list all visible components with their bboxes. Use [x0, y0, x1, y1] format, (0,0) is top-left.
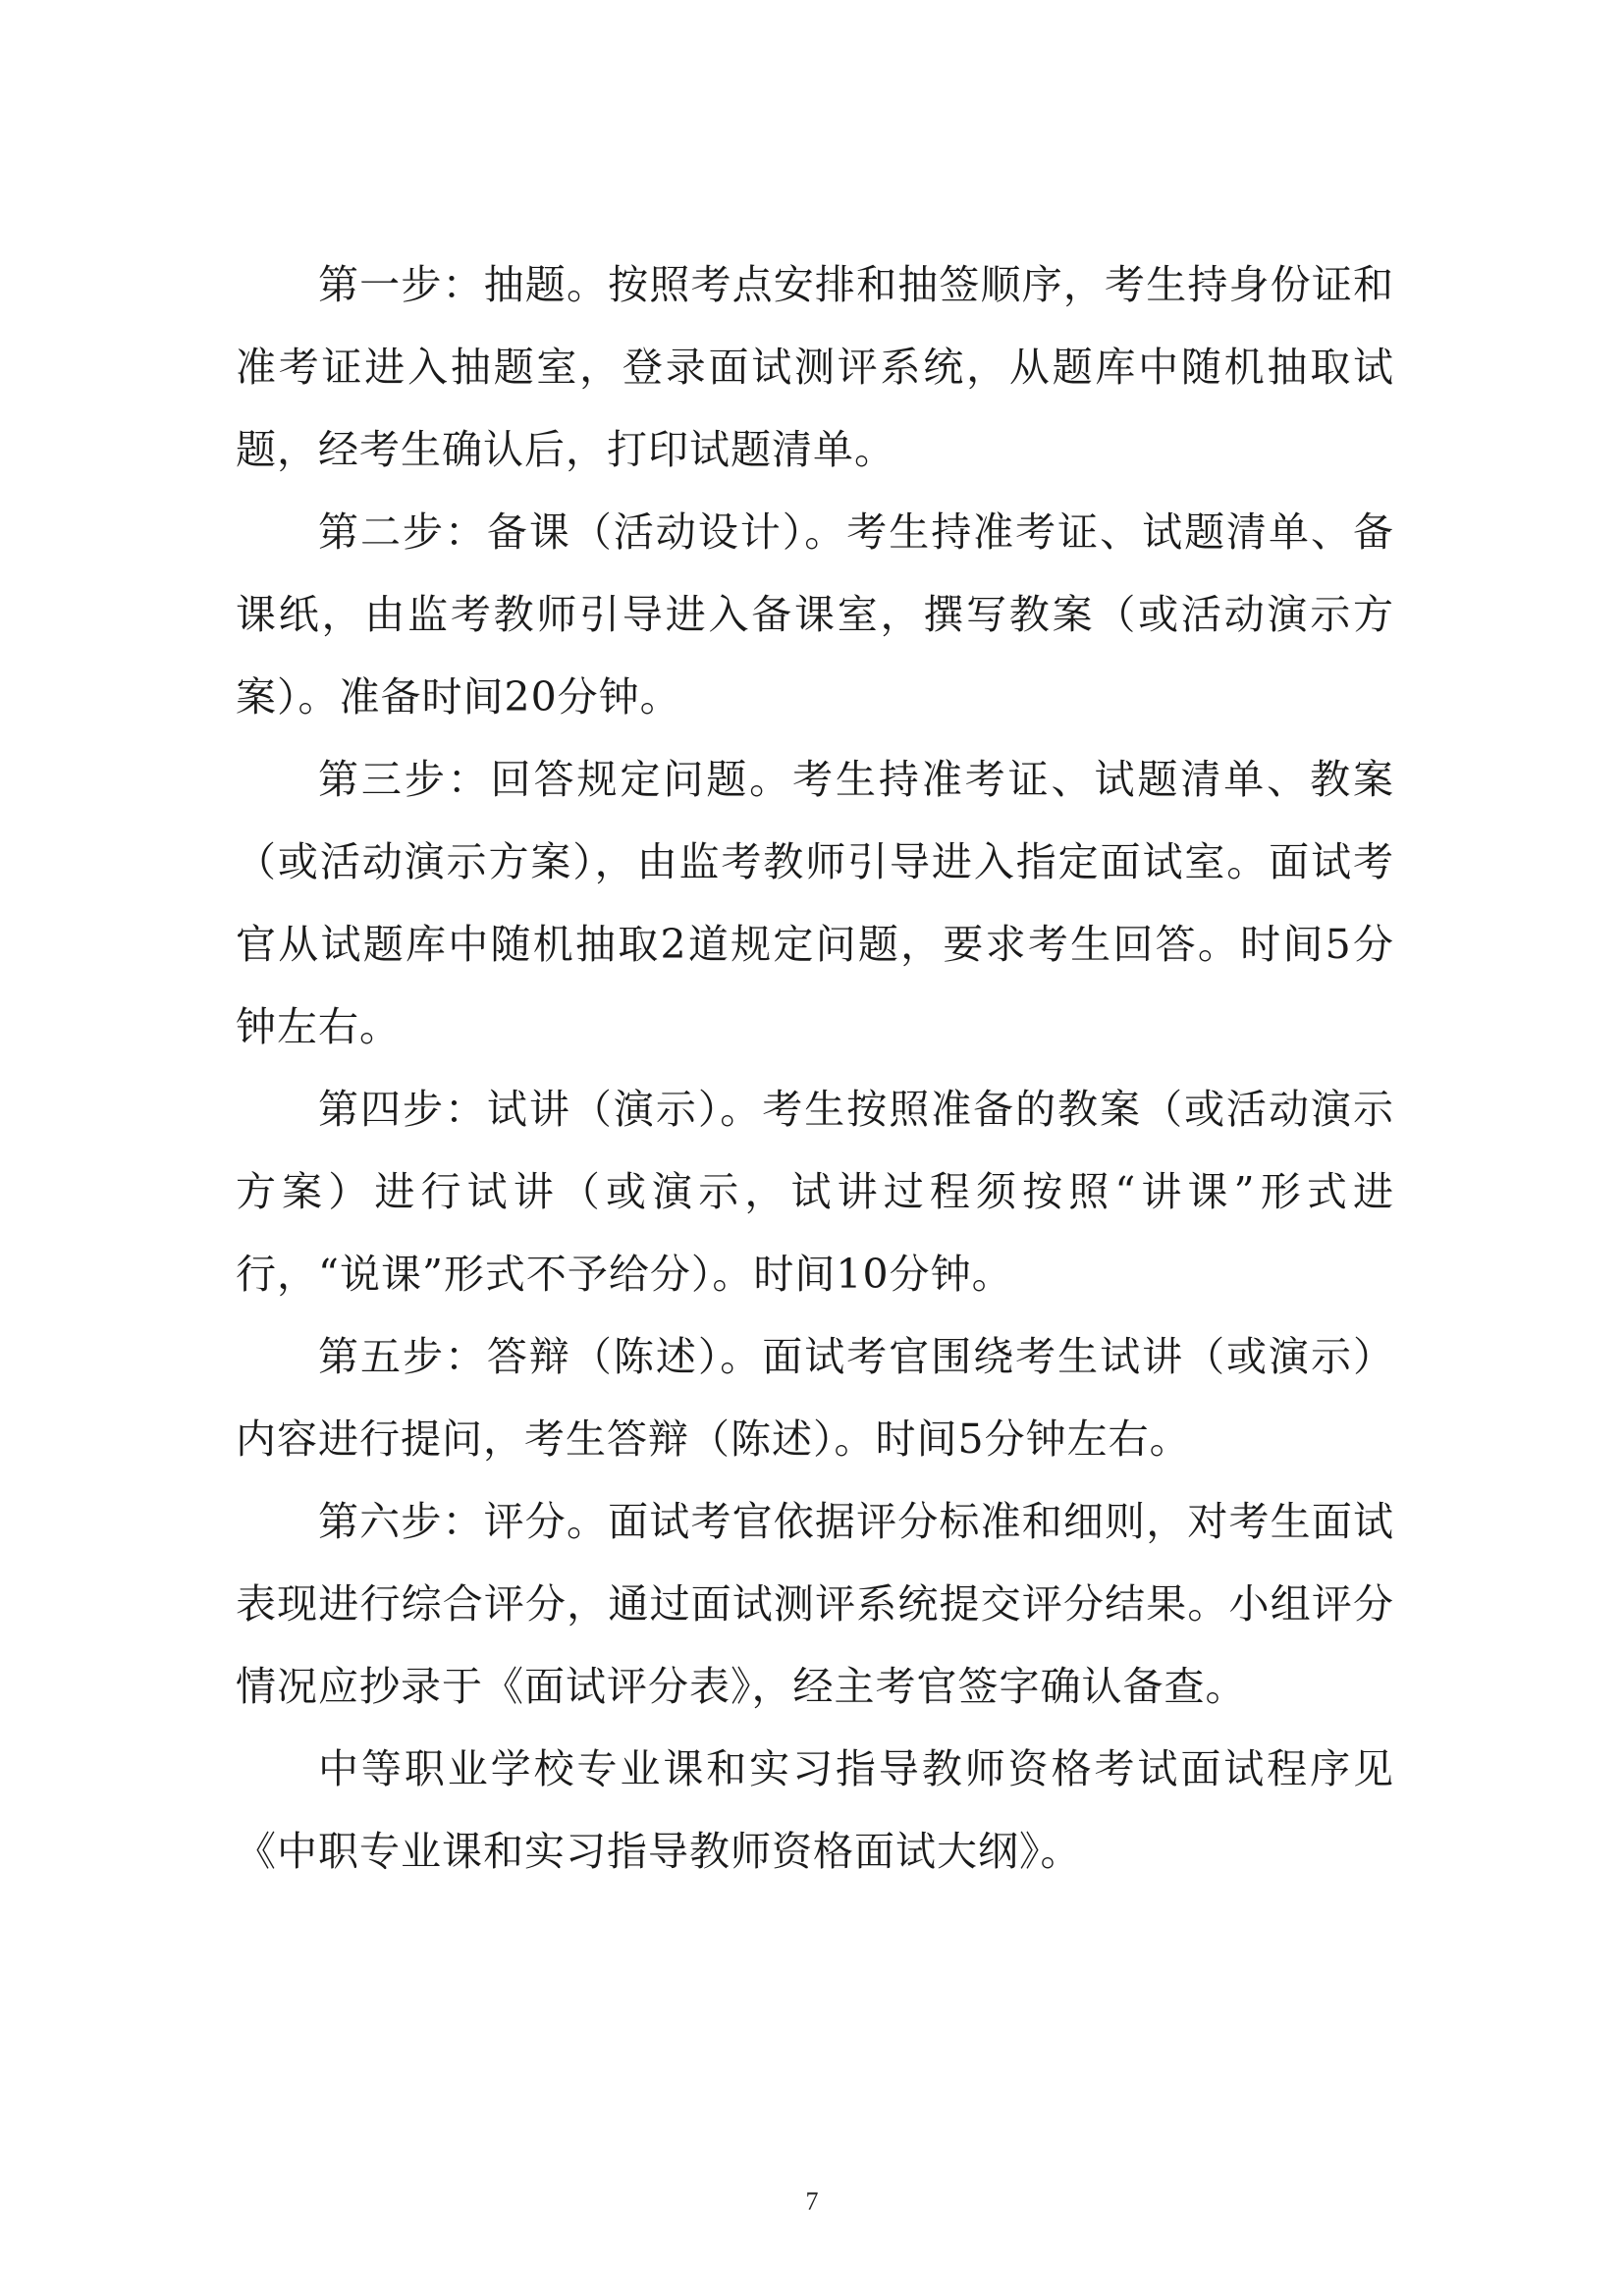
paragraph-step-2: 第二步：备课（活动设计）。考生持准考证、试题清单、备课纸，由监考教师引导进入备课室，撰写教案（或活动演示方案）。准备时间20分钟。	[236, 508, 1394, 721]
paragraph-step-6: 第六步：评分。面试考官依据评分标准和细则，对考生面试表现进行综合评分，通过面试测评系统提交评分结果。小组评分情况应抄录于《面试评分表》，经主考官签字确认备查。	[236, 1498, 1394, 1710]
paragraph-step-1: 第一步：抽题。按照考点安排和抽签顺序，考生持身份证和准考证进入抽题室，登录面试测评系统，从题库中随机抽取试题，经考生确认后，打印试题清单。	[236, 261, 1394, 473]
document-body	[236, 243, 1394, 1893]
paragraph-step-4: 第四步：试讲（演示）。考生按照准备的教案（或活动演示方案）进行试讲（或演示，试讲过程须按照“讲课”形式进行，“说课”形式不予给分）。时间10分钟。	[236, 1086, 1394, 1298]
paragraph-vocational-note: 中等职业学校专业课和实习指导教师资格考试面试程序见《中职专业课和实习指导教师资格面试大纲》。	[236, 1745, 1394, 1875]
paragraph-step-5: 第五步：答辩（陈述）。面试考官围绕考生试讲（或演示）内容进行提问，考生答辩（陈述）。时间5分钟左右。	[236, 1333, 1394, 1463]
page-number: 7	[805, 2187, 819, 2216]
paragraph-step-3: 第三步：回答规定问题。考生持准考证、试题清单、教案（或活动演示方案），由监考教师引导进入指定面试室。面试考官从试题库中随机抽取2道规定问题，要求考生回答。时间5分钟左右。	[236, 756, 1394, 1050]
